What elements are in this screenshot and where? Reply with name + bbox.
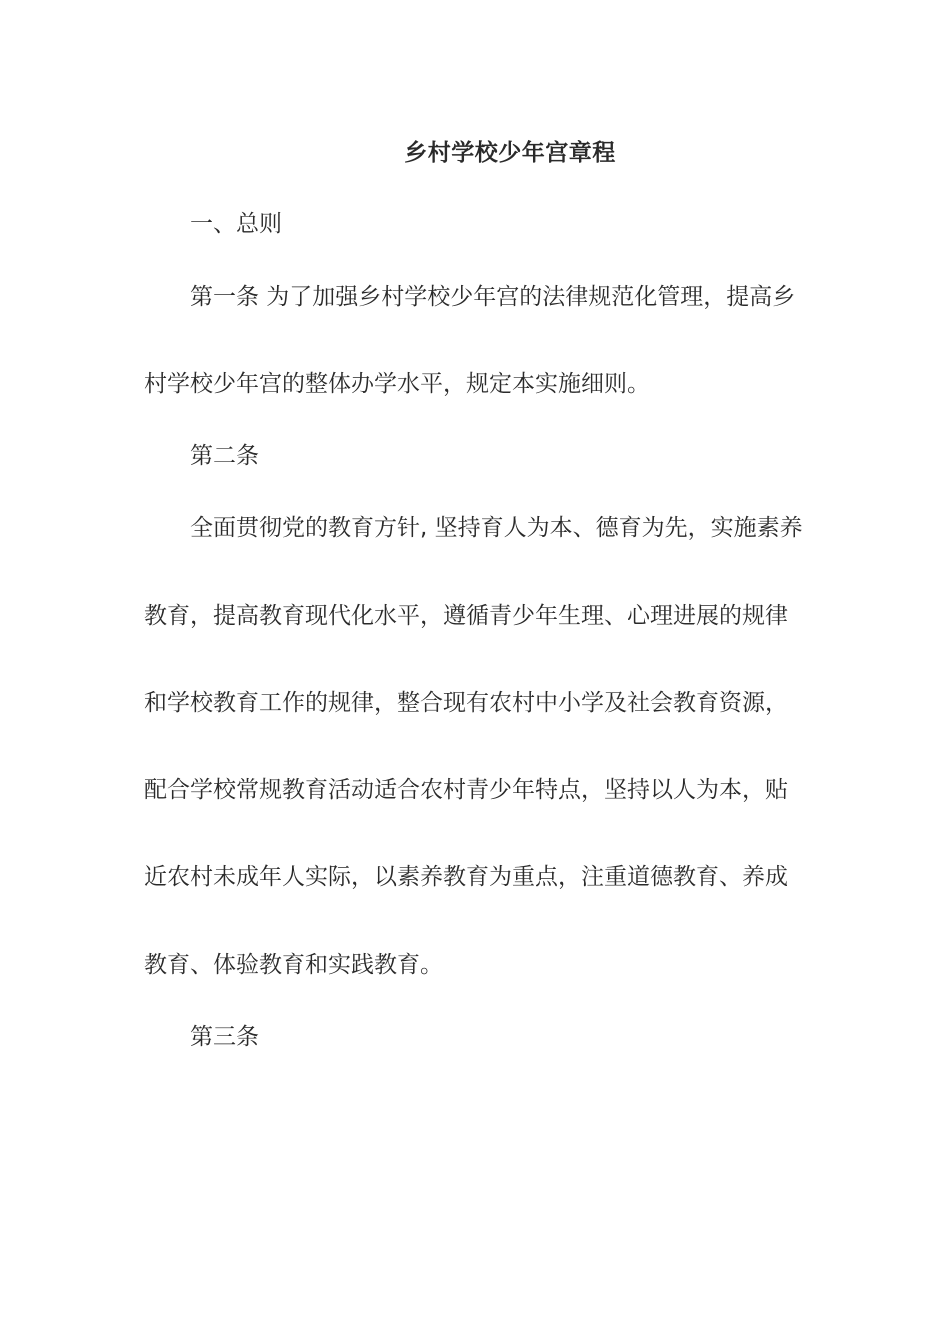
article-2-line-4: 配合学校常规教育活动适合农村青少年特点，坚持以人为本，贴 (144, 777, 788, 803)
article-2-line-2: 教育，提高教育现代化水平，遵循青少年生理、心理进展的规律 (144, 603, 788, 629)
article-2-line-1: 全面贯彻党的教育方针, 坚持育人为本、德育为先，实施素养 (190, 515, 803, 541)
document-title: 乡村学校少年宫章程 (404, 140, 616, 166)
article-2-heading: 第二条 (190, 443, 259, 469)
article-2-line-5: 近农村未成年人实际，以素养教育为重点，注重道德教育、养成 (144, 864, 788, 890)
article-1-line-1: 第一条 为了加强乡村学校少年宫的法律规范化管理，提高乡 (190, 284, 796, 310)
article-2-line-6: 教育、体验教育和实践教育。 (144, 952, 443, 978)
article-1-line-2: 村学校少年宫的整体办学水平，规定本实施细则。 (144, 371, 650, 397)
article-2-line-3: 和学校教育工作的规律，整合现有农村中小学及社会教育资源， (144, 690, 788, 716)
article-3-heading: 第三条 (190, 1024, 259, 1050)
section-heading-general: 一、总则 (190, 211, 282, 237)
